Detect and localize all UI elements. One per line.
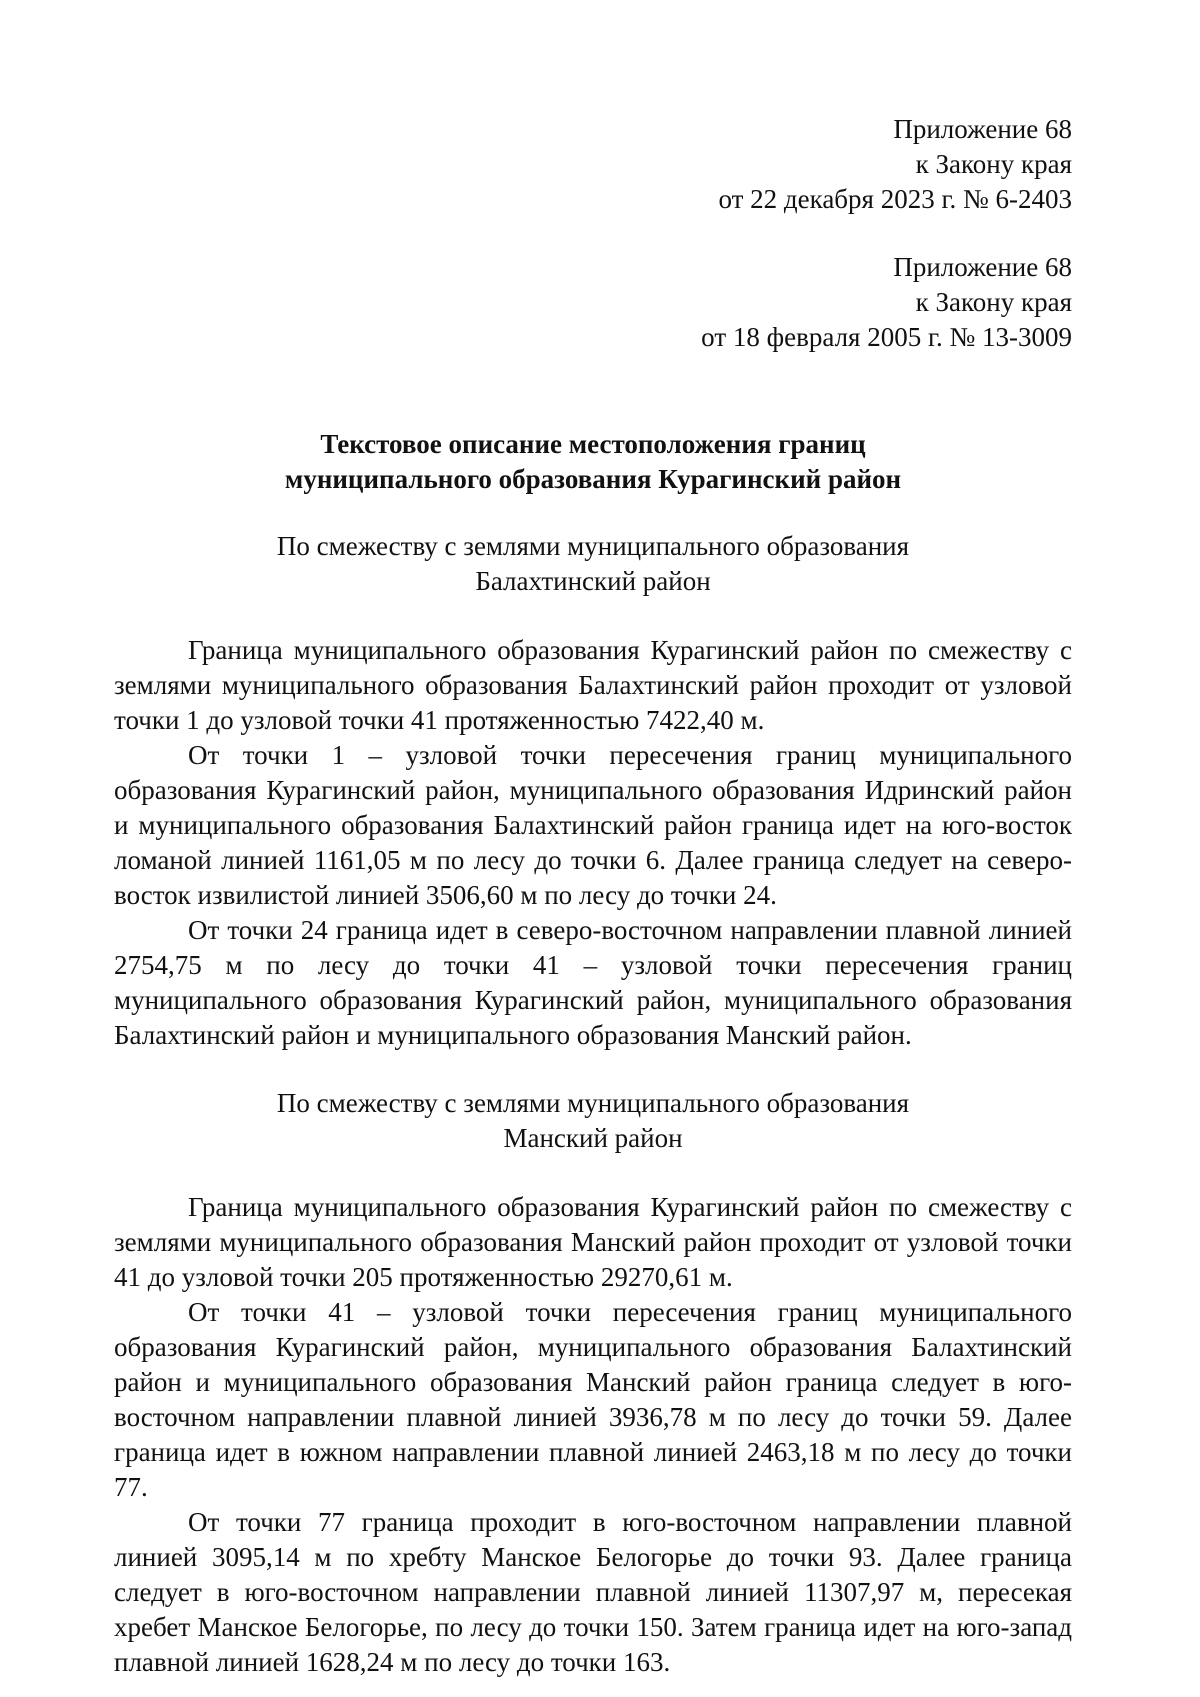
- section-body-mansky: [114, 1190, 1072, 1680]
- document-title-line: муниципального образования Курагинский район: [284, 464, 902, 494]
- section-heading-line: Манский район: [503, 1123, 683, 1153]
- section-heading-line: По смежеству с землями муниципального образования: [276, 1088, 910, 1118]
- paragraph: Граница муниципального образования Курагинский район по смежеству с землями муниципального образования Манский район проходит от узловой точки 41 до узловой точки 205 протяженностью 29270,61 м.: [114, 1192, 1072, 1292]
- section-body-balakhtinsky: [114, 633, 1072, 1053]
- paragraph: От точки 1 – узловой точки пересечения границ муниципального образования Курагинский район, муниципального образования Идринский район и муниципального образования Балахтинский район граница идет на юго-восток ломаной линией 1161,05 м по лесу до точки 6. Далее граница следует на северо-восток извилистой линией 3506,60 м по лесу до точки 24.: [114, 740, 1072, 910]
- paragraph: Граница муниципального образования Курагинский район по смежеству с землями муниципального образования Балахтинский район проходит от узловой точки 1 до узловой точки 41 протяженностью 7422,40 м.: [114, 635, 1072, 735]
- appendix-header-original: [114, 250, 1072, 355]
- section-heading-line: По смежеству с землями муниципального образования: [276, 531, 910, 561]
- section-heading-line: Балахтинский район: [475, 566, 711, 596]
- appendix-law-date: от 22 декабря 2023 г. № 6-2403: [718, 184, 1072, 214]
- appendix-law-reference: к Закону края: [915, 287, 1072, 317]
- appendix-number: Приложение 68: [893, 252, 1072, 282]
- document-title: [114, 427, 1072, 497]
- paragraph: От точки 77 граница проходит в юго-восточном направлении плавной линией 3095,14 м по хребту Манское Белогорье до точки 93. Далее граница следует в юго-восточном направлении плавной линией 11307,97 м, пересекая хребет Манское Белогорье, по лесу до точки 150. Затем граница идет на юго-запад плавной линией 1628,24 м по лесу до точки 163.: [114, 1507, 1072, 1677]
- paragraph: От точки 24 граница идет в северо-восточном направлении плавной линией 2754,75 м по лесу до точки 41 – узловой точки пересечения границ муниципального образования Курагинский район, муниципального образования Балахтинский район и муниципального образования Манский район.: [114, 915, 1072, 1050]
- section-heading-mansky: [114, 1086, 1072, 1156]
- paragraph: От точки 41 – узловой точки пересечения границ муниципального образования Курагинский район, муниципального образования Балахтинский район и муниципального образования Манский район граница следует в юго-восточном направлении плавной линией 3936,78 м по лесу до точки 59. Далее граница идет в южном направлении плавной линией 2463,18 м по лесу до точки 77.: [114, 1297, 1072, 1502]
- appendix-number: Приложение 68: [893, 114, 1072, 144]
- appendix-header-current: [114, 112, 1072, 217]
- appendix-law-date: от 18 февраля 2005 г. № 13-3009: [701, 322, 1072, 352]
- appendix-law-reference: к Закону края: [915, 149, 1072, 179]
- document-title-line: Текстовое описание местоположения границ: [320, 429, 866, 459]
- section-heading-balakhtinsky: [114, 529, 1072, 599]
